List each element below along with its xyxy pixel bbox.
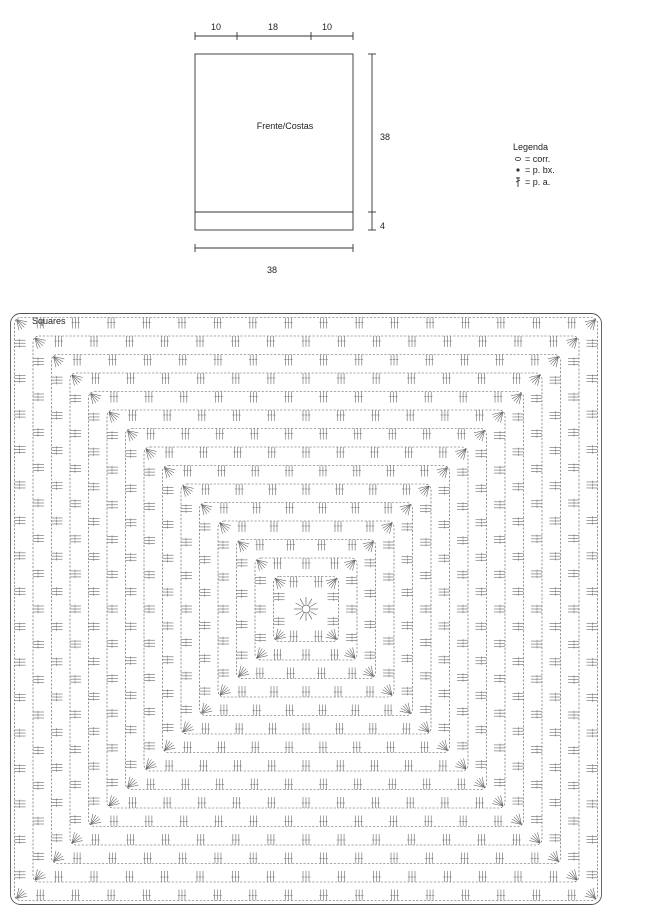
legend-title: Legenda [513, 142, 549, 152]
panel-label: Frente/Costas [256, 121, 314, 131]
chart-outer-border [11, 314, 602, 905]
legend-sc-text: = p. bx. [525, 165, 555, 175]
bottom-width-label: 38 [266, 265, 278, 275]
round-1 [274, 577, 339, 642]
panel-outline [195, 54, 353, 230]
granny-square-chart [11, 314, 602, 905]
center-ring [294, 597, 318, 621]
round-2 [255, 558, 357, 660]
chain-stitch-icon [515, 157, 520, 160]
top-width-center: 18 [267, 22, 279, 32]
height-main-label: 38 [380, 132, 391, 142]
round-5 [200, 503, 413, 716]
single-crochet-icon [516, 168, 519, 171]
top-width-right: 10 [321, 22, 333, 32]
round-8 [144, 447, 468, 771]
round-12 [70, 373, 542, 845]
height-band-label: 4 [380, 221, 386, 231]
chart-title: Squares [32, 316, 66, 326]
garment-schematic [195, 32, 376, 252]
legend [513, 142, 555, 187]
legend-chain-text: = corr. [525, 154, 551, 164]
double-crochet-icon [516, 177, 520, 187]
legend-dc-text: = p. a. [525, 177, 551, 187]
round-9 [126, 429, 487, 790]
top-width-left: 10 [210, 22, 222, 32]
round-15 [15, 318, 598, 901]
